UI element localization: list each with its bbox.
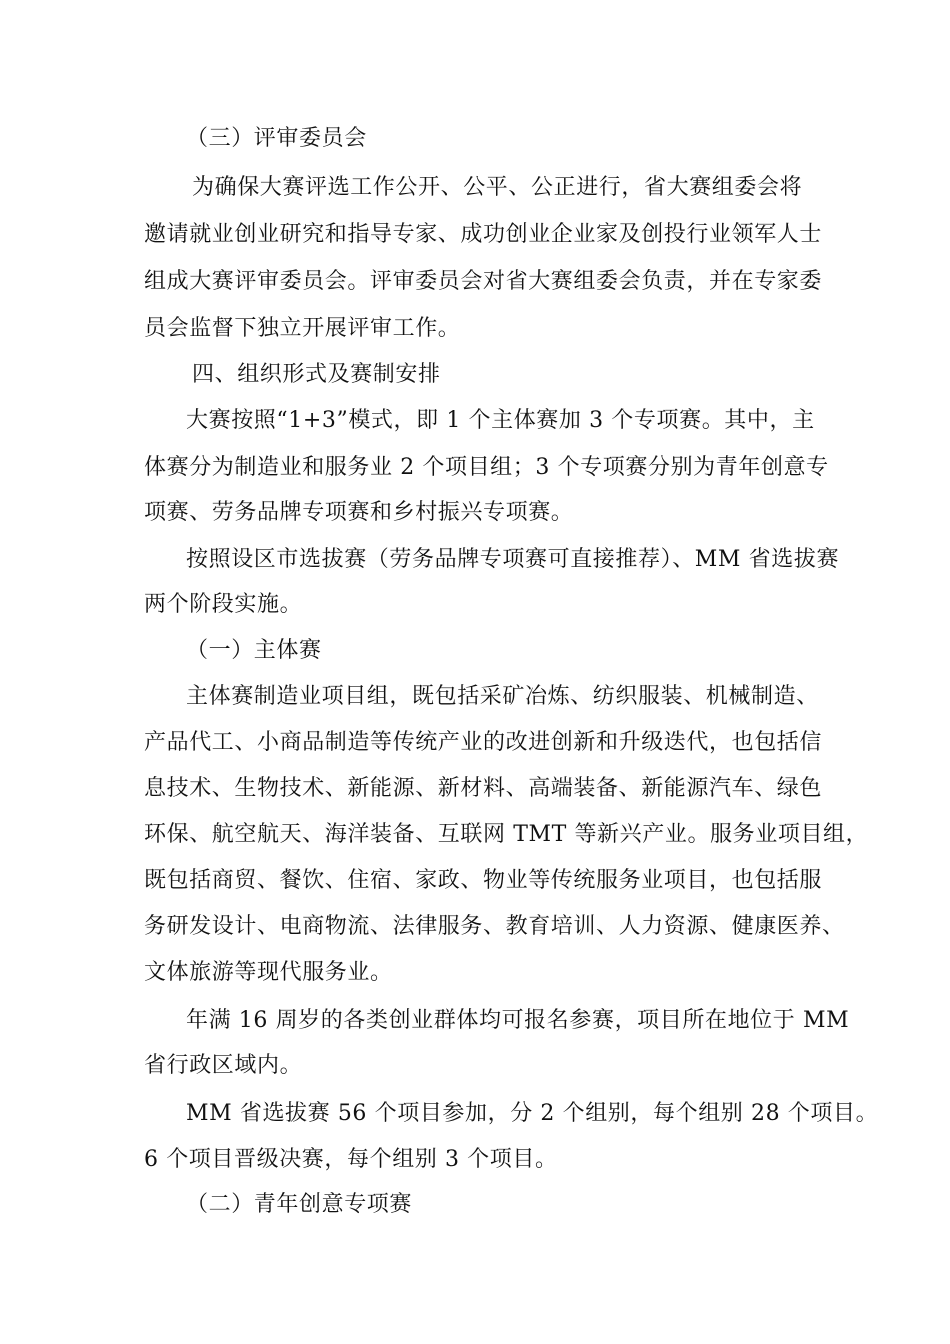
paragraph-line: 体赛分为制造业和服务业 2 个项目组；3 个专项赛分别为青年创意专	[144, 455, 829, 480]
paragraph-line: 息技术、生物技术、新能源、新材料、高端装备、新能源汽车、绿色	[144, 776, 823, 801]
paragraph-line: 务研发设计、电商物流、法律服务、教育培训、人力资源、健康医养、	[144, 914, 845, 939]
heading-section-four: 四、组织形式及赛制安排	[192, 362, 441, 387]
paragraph-line: 大赛按照“1+3”模式，即 1 个主体赛加 3 个专项赛。其中，主	[186, 408, 815, 433]
paragraph-line: 为确保大赛评选工作公开、公平、公正进行，省大赛组委会将	[192, 175, 803, 200]
heading-main-contest: （一）主体赛	[186, 638, 322, 663]
paragraph-line: 环保、航空航天、海洋装备、互联网 TMT 等新兴产业。服务业项目组，	[144, 822, 869, 847]
paragraph-line: 组成大赛评审委员会。评审委员会对省大赛组委会负责，并在专家委	[144, 269, 823, 294]
paragraph-line: 年满 16 周岁的各类创业群体均可报名参赛，项目所在地位于 MM	[186, 1008, 850, 1033]
paragraph-line: 两个阶段实施。	[144, 592, 303, 617]
paragraph-line: 按照设区市选拔赛（劳务品牌专项赛可直接推荐）、MM 省选拔赛	[186, 547, 840, 572]
heading-review-committee: （三）评审委员会	[186, 126, 367, 151]
paragraph-line: 主体赛制造业项目组，既包括采矿冶炼、纺织服装、机械制造、	[186, 684, 819, 709]
paragraph-line: 邀请就业创业研究和指导专家、成功创业企业家及创投行业领军人士	[144, 222, 823, 247]
paragraph-line: 员会监督下独立开展评审工作。	[144, 316, 461, 341]
paragraph-line: 既包括商贸、餐饮、住宿、家政、物业等传统服务业项目，也包括服	[144, 868, 823, 893]
paragraph-line: 6 个项目晋级决赛，每个组别 3 个项目。	[144, 1147, 558, 1172]
heading-youth-contest: （二）青年创意专项赛	[186, 1192, 413, 1217]
paragraph-line: 省行政区域内。	[144, 1053, 303, 1078]
paragraph-line: MM 省选拔赛 56 个项目参加，分 2 个组别，每个组别 28 个项目。	[186, 1101, 879, 1126]
paragraph-line: 文体旅游等现代服务业。	[144, 960, 393, 985]
paragraph-line: 项赛、劳务品牌专项赛和乡村振兴专项赛。	[144, 500, 574, 525]
paragraph-line: 产品代工、小商品制造等传统产业的改进创新和升级迭代，也包括信	[144, 730, 823, 755]
